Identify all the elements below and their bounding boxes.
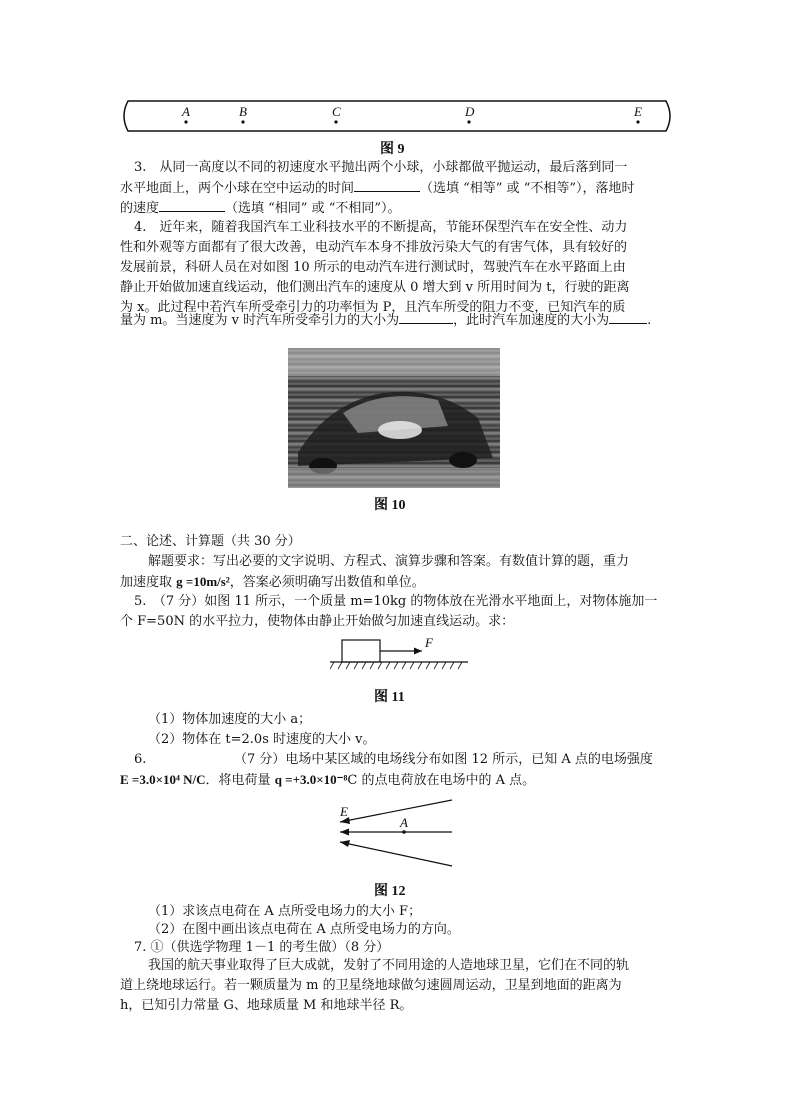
section-2-requirements-2: 加速度取 g =10m/s²，答案必须明确写出数值和单位。 [120, 574, 425, 590]
point-A-dot [402, 830, 406, 834]
q4-line-6: 量为 m。当速度为 v 时汽车所受牵引力的大小为 ，此时汽车加速度的大小为 . [120, 310, 651, 331]
block [342, 640, 380, 662]
charge-formula: q =+3.0×10⁻⁸ [274, 772, 348, 787]
svg-text:C: C [332, 104, 341, 119]
q5-sub-2: （2）物体在 t=2.0s 时速度的大小 v。 [148, 732, 376, 747]
section-2-requirements-1: 解题要求：写出必要的文字说明、方程式、演算步骤和答案。有数值计算的题，重力 [148, 554, 630, 569]
q6-sub-2: （2）在图中画出该点电荷在 A 点所受电场力的方向。 [148, 922, 460, 937]
q5-sub-1: （1）物体加速度的大小 a； [148, 712, 312, 727]
q6-line-1: （7 分）电场中某区域的电场线分布如图 12 所示，已知 A 点的电场强度 [234, 752, 653, 767]
point-A [181, 104, 190, 124]
figure-9-caption: 图 9 [380, 142, 405, 157]
point-A-label: A [400, 815, 408, 830]
q5-line-1: 5. （7 分）如图 11 所示，一个质量 m=10kg 的物体放在光滑水平地面上，对物体施加一 [134, 594, 658, 609]
q4-blank-1[interactable] [399, 310, 453, 324]
q7-line-3: 道上绕地球运行。若一颗质量为 m 的卫星绕地球做匀速圆周运动，卫星到地面的距离为 [120, 978, 622, 993]
point-D [464, 104, 475, 124]
q3-line-1: 3. 从同一高度以不同的初速度水平抛出两个小球，小球都做平抛运动，最后落到同一 [134, 160, 628, 175]
figure-10-car-photo [288, 348, 500, 488]
figure-12-field-lines [332, 796, 458, 870]
q3-blank-1[interactable] [354, 178, 420, 192]
figure-10-caption: 图 10 [374, 498, 406, 513]
q7-line-4: h，已知引力常量 G、地球质量 M 和地球半径 R。 [120, 998, 413, 1013]
svg-text:B: B [239, 104, 247, 119]
field-strength-formula: E =3.0×10⁴ N/C [120, 772, 206, 787]
point-C [332, 104, 341, 124]
q7-line-2: 我国的航天事业取得了巨大成就，发射了不同用途的人造地球卫星，它们在不同的轨 [148, 958, 630, 973]
q4-line-3: 发展前景，科研人员在对如图 10 所示的电动汽车进行测试时，驾驶汽车在水平路面上由 [120, 260, 626, 275]
section-2-heading: 二、论述、计算题（共 30 分） [120, 534, 301, 549]
q5-line-2: 个 F=50N 的水平拉力，使物体由静止开始做匀加速直线运动。求： [120, 614, 515, 629]
q3-line-2: 水平地面上，两个小球在空中运动的时间 （选填 “相等” 或 “不相等”），落地时 [120, 178, 635, 199]
q6-line-2: E =3.0×10⁴ N/C．将电荷量 q =+3.0×10⁻⁸C 的点电荷放在电场中的 A 点。 [120, 772, 536, 788]
svg-text:E: E [634, 104, 642, 119]
figure-9-diagram [118, 98, 674, 134]
q7-line-1: 7. ①（供选学物理 1－1 的考生做）（8 分） [134, 940, 390, 955]
q4-line-2: 性和外观等方面都有了很大改善，电动汽车本身不排放污染大气的有害气体，具有较好的 [120, 240, 628, 255]
figure-12-caption: 图 12 [374, 884, 406, 899]
point-E [633, 104, 642, 124]
q4-line-1: 4. 近年来，随着我国汽车工业科技水平的不断提高，节能环保型汽车在安全性、动力 [134, 220, 628, 235]
field-label-E: E [340, 804, 348, 819]
q4-line-4: 静止开始做加速直线运动，他们测出汽车的速度从 0 增大到 v 所用时间为 t，行驶的距离 [120, 280, 630, 295]
force-label: F [425, 635, 433, 650]
q6-sub-1: （1）求该点电荷在 A 点所受电场力的大小 F； [148, 904, 422, 919]
svg-text:A: A [182, 104, 190, 119]
figure-11-diagram [330, 632, 470, 677]
svg-text:D: D [465, 104, 475, 119]
ground-hatching [330, 662, 462, 669]
q6-number: 6. [134, 752, 147, 767]
figure-11-caption: 图 11 [374, 690, 405, 705]
q4-blank-2[interactable] [609, 310, 647, 324]
point-B [239, 104, 247, 124]
q4-line-5: 为 x。此过程中若汽车所受牵引力的功率恒为 P，且汽车所受的阻力不变，已知汽车的质 [120, 300, 626, 315]
q3-line-3: 的速度 （选填 “相同” 或 “不相同”）。 [120, 198, 401, 219]
gravity-formula: g =10m/s² [176, 574, 230, 589]
q3-blank-2[interactable] [159, 198, 225, 212]
